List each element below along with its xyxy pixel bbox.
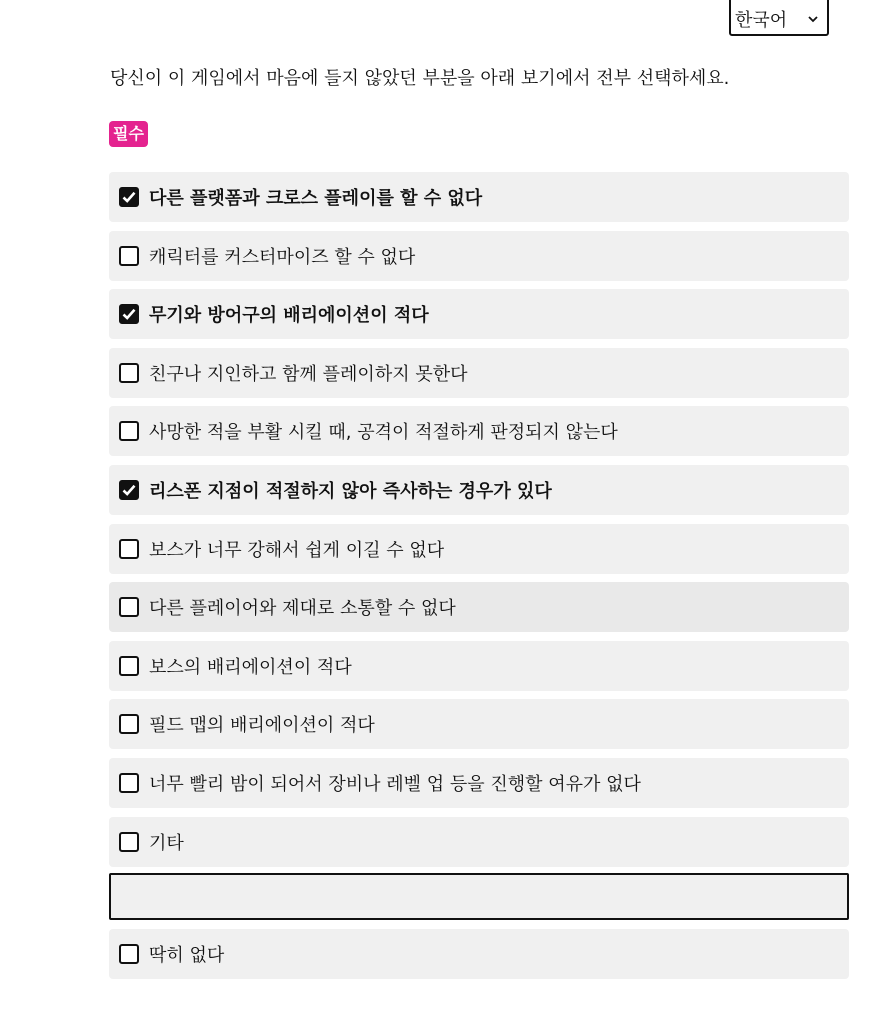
option-other[interactable] [109,817,849,867]
option-label: 보스의 배리에이션이 적다 [149,656,352,678]
checkbox[interactable] [119,714,139,734]
option-label: 다른 플랫폼과 크로스 플레이를 할 수 없다 [149,188,483,209]
chevron-down-icon [807,13,819,25]
option-label: 필드 맵의 배리에이션이 적다 [149,715,375,737]
option-label: 친구나 지인하고 함께 플레이하지 못한다 [149,363,468,385]
option-weapon-variation[interactable] [109,289,849,339]
checkbox[interactable] [119,539,139,559]
checkbox[interactable] [119,304,139,324]
question-text: 당신이 이 게임에서 마음에 들지 않았던 부분을 아래 보기에서 전부 선택하세요. [110,68,730,89]
options-list [109,172,849,987]
option-respawn-point[interactable] [109,465,849,515]
checkbox[interactable] [119,832,139,852]
option-label: 보스가 너무 강해서 쉽게 이길 수 없다 [149,539,445,561]
option-none[interactable] [109,929,849,979]
option-play-with-friends[interactable] [109,348,849,398]
option-field-map-variation[interactable] [109,699,849,749]
option-label: 리스폰 지점이 적절하지 않아 즉사하는 경우가 있다 [149,480,552,502]
option-revive-hit-detection[interactable] [109,406,849,456]
option-communication[interactable] [109,582,849,632]
checkbox[interactable] [119,656,139,676]
option-label: 사망한 적을 부활 시킬 때, 공격이 적절하게 판정되지 않는다 [149,422,618,444]
checkbox[interactable] [119,773,139,793]
checkbox[interactable] [119,187,139,207]
option-night-too-fast[interactable] [109,758,849,808]
language-select-value: 한국어 [735,10,788,31]
option-boss-variation[interactable] [109,641,849,691]
checkbox[interactable] [119,597,139,617]
checkbox[interactable] [119,480,139,500]
option-boss-too-strong[interactable] [109,524,849,574]
option-label: 기타 [149,832,184,854]
option-label: 딱히 없다 [149,944,225,966]
option-label: 너무 빨리 밤이 되어서 장비나 레벨 업 등을 진행할 여유가 없다 [149,773,641,795]
option-label: 다른 플레이어와 제대로 소통할 수 없다 [149,598,456,620]
checkbox[interactable] [119,944,139,964]
other-text-input[interactable] [109,873,849,920]
option-label: 캐릭터를 커스터마이즈 할 수 없다 [149,246,416,268]
option-label: 무기와 방어구의 배리에이션이 적다 [149,305,429,327]
required-badge: 필수 [109,121,148,147]
checkbox[interactable] [119,246,139,266]
checkbox[interactable] [119,363,139,383]
checkbox[interactable] [119,421,139,441]
language-select[interactable] [729,0,829,36]
option-cross-play[interactable] [109,172,849,222]
option-customize[interactable] [109,231,849,281]
